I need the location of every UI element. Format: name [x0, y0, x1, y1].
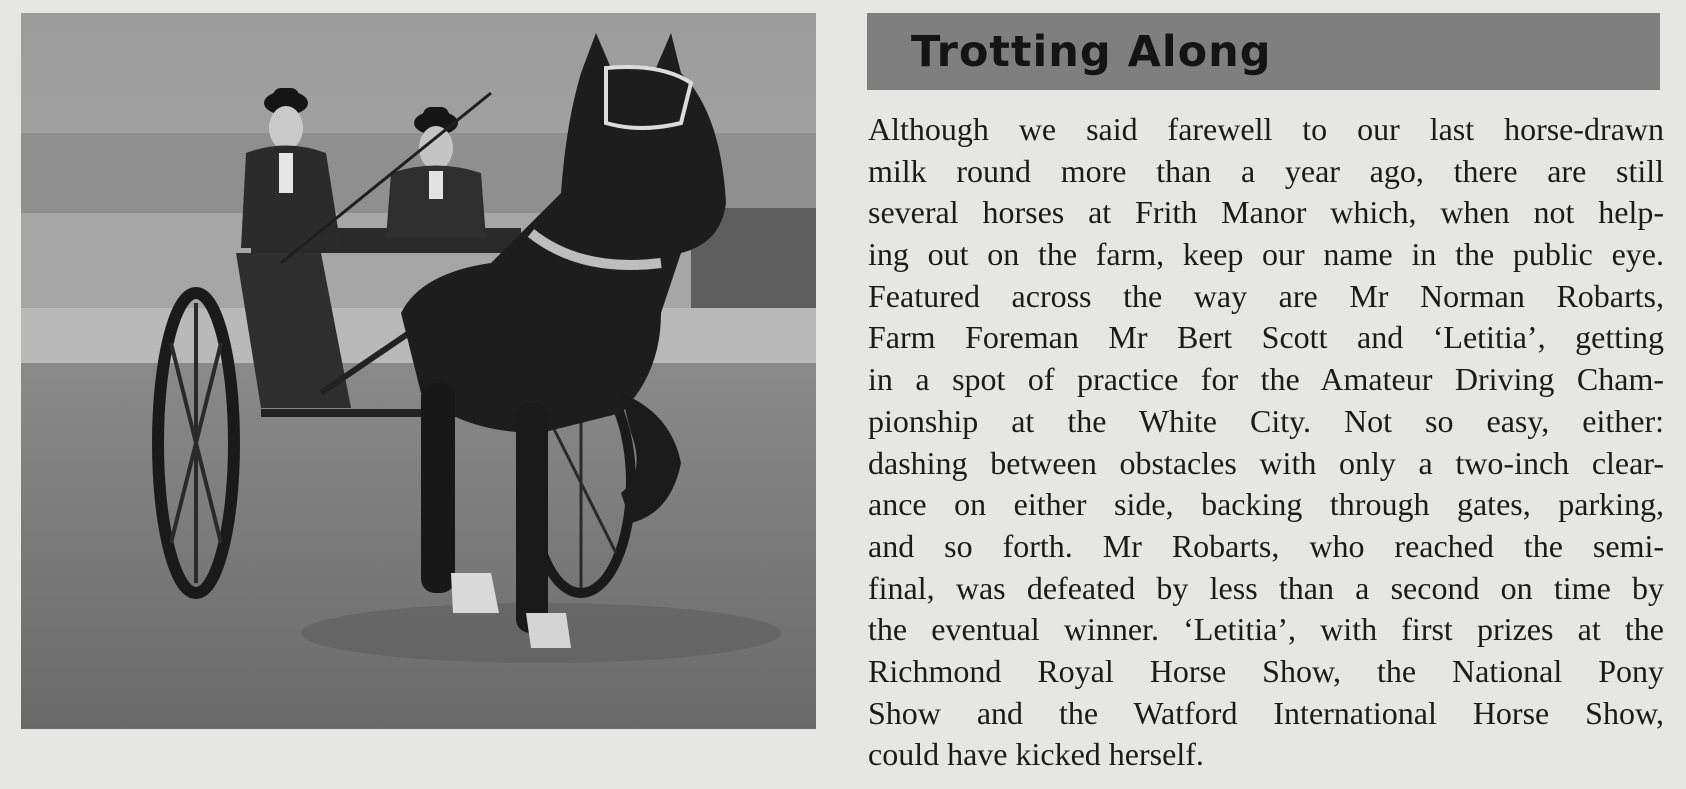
horse-and-gig-photo [21, 13, 816, 729]
text-line: ance on either side, backing through gates, parking, [868, 486, 1664, 523]
article-title: Trotting Along [911, 27, 1272, 77]
arena-ground [21, 363, 816, 729]
text-line: the eventual winner. ‘Letitia’, with first prizes at the [868, 611, 1664, 648]
text-line: ing out on the farm, keep our name in the public eye. [868, 236, 1664, 273]
text-line: Farm Foreman Mr Bert Scott and ‘Letitia’, getting [868, 319, 1664, 356]
text-line: Show and the Watford International Horse Show, [868, 694, 1664, 731]
heading-bar [867, 13, 1660, 90]
text-line: pionship at the White City. Not so easy, either: [868, 402, 1664, 439]
text-line: and so forth. Mr Robarts, who reached the semi- [868, 527, 1664, 564]
text-line: could have kicked herself. [868, 736, 1204, 773]
text-line: final, was defeated by less than a second on time by [868, 569, 1664, 606]
text-line: milk round more than a year ago, there are still [868, 152, 1664, 189]
text-line: Richmond Royal Horse Show, the National Pony [868, 652, 1664, 689]
text-line: in a spot of practice for the Amateur Driving Cham- [868, 361, 1664, 398]
text-line: Featured across the way are Mr Norman Robarts, [868, 277, 1664, 314]
text-line: several horses at Frith Manor which, when not help- [868, 194, 1664, 231]
article-body [868, 109, 1664, 776]
article-photo [21, 13, 816, 729]
text-line: dashing between obstacles with only a two-inch clear- [868, 444, 1664, 481]
text-line: Although we said farewell to our last horse-drawn [868, 111, 1664, 147]
